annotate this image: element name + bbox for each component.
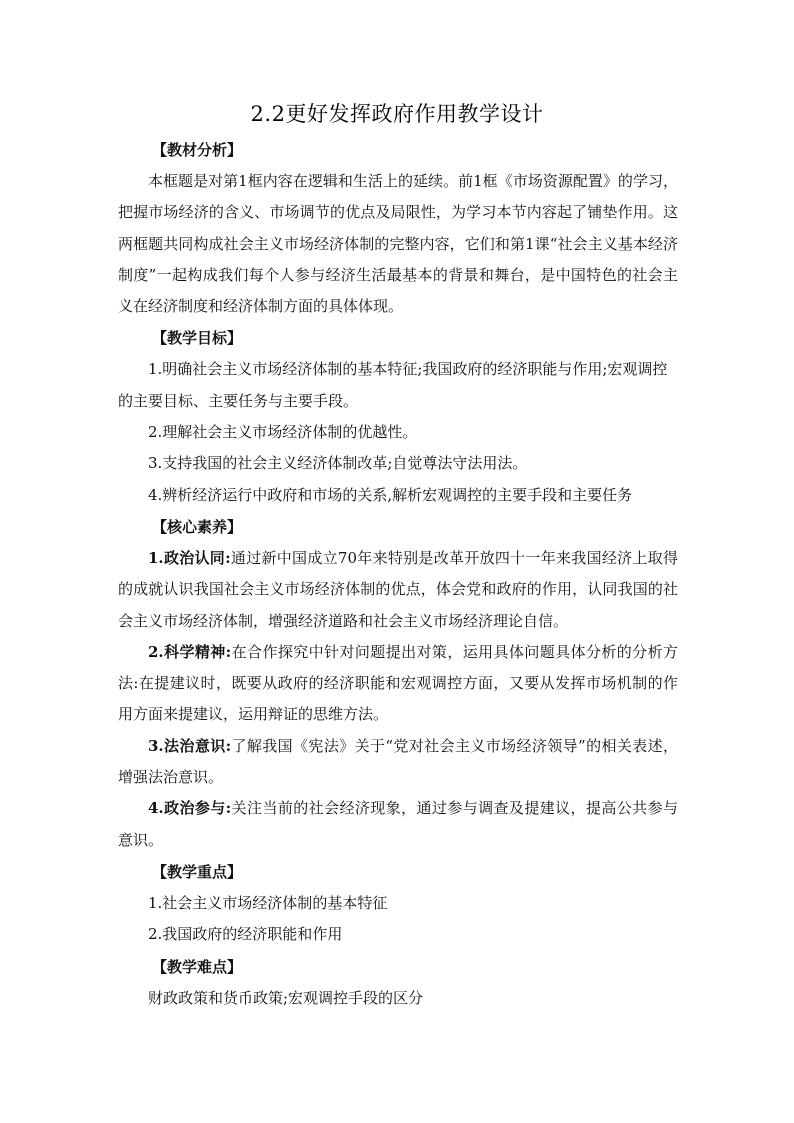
literacy-item — [118, 731, 678, 794]
literacy-item-lead: 1.政治认同: — [148, 548, 231, 567]
literacy-item-lead: 2.科学精神: — [148, 642, 232, 661]
literacy-item-lead: 3.法治意识: — [148, 736, 232, 755]
document-body — [118, 134, 678, 1014]
heading-difficulties: 【教学难点】 — [152, 957, 243, 976]
literacy-item-lead: 4.政治参与: — [148, 799, 232, 818]
goal-item: 3.支持我国的社会主义经济体制改革;自觉尊法守法用法。 — [148, 454, 528, 473]
goal-item: 4.辨析经济运行中政府和市场的关系,解析宏观调控的主要手段和主要任务 — [148, 485, 633, 504]
literacy-item-text: 在合作探究中针对问题提出对策，运用具体问题具体分析的分析方法:在提建议时，既要从政府的经济职能和宏观调控方面，又要从发挥市场机制的作用方面来提建议，运用辩证的思维方法。 — [118, 642, 678, 724]
literacy-item — [118, 793, 678, 856]
literacy-item-text: 了解我国《宪法》关于“党对社会主义市场经济领导”的相关表述，增强法治意识。 — [118, 736, 678, 787]
material-analysis-paragraph: 本框题是对第1框内容在逻辑和生活上的延续。前1框《市场资源配置》的学习，把握市场经济的含义、市场调节的优点及局限性，为学习本节内容起了铺垫作用。这两框题共同构成社会主义市场经济体制的完整内容，它们和第1课“社会主义基本经济制度”一起构成我们每个人参与经济生活最基本的背景和舞台，是中国特色的社会主义在经济制度和经济体制方面的具体体现。 — [118, 172, 678, 316]
literacy-item — [118, 637, 678, 731]
heading-teaching-goals: 【教学目标】 — [152, 329, 243, 348]
difficulty-text: 财政政策和货币政策;宏观调控手段的区分 — [148, 988, 424, 1007]
goal-item: 1.明确社会主义市场经济体制的基本特征;我国政府的经济职能与作用;宏观调控的主要目标、主要任务与主要手段。 — [118, 360, 668, 410]
document-title: 2.2更好发挥政府作用教学设计 — [250, 102, 544, 126]
literacy-item-text: 通过新中国成立70年来特别是改革开放四十一年来我国经济上取得的成就认识我国社会主义市场经济体制的优点，体会党和政府的作用，认同我国的社会主义市场经济体制，增强经济道路和社会主义市场经济理论自信。 — [118, 548, 678, 630]
literacy-item-text: 关注当前的社会经济现象，通过参与调查及提建议，提高公共参与意识。 — [118, 799, 678, 849]
key-point-item: 1.社会主义市场经济体制的基本特征 — [148, 893, 388, 912]
heading-core-literacy: 【核心素养】 — [152, 517, 243, 536]
literacy-item — [118, 543, 678, 637]
goal-item: 2.理解社会主义市场经济体制的优越性。 — [148, 423, 418, 442]
heading-material-analysis: 【教材分析】 — [152, 141, 243, 159]
heading-key-points: 【教学重点】 — [152, 862, 243, 881]
key-point-item: 2.我国政府的经济职能和作用 — [148, 925, 343, 944]
